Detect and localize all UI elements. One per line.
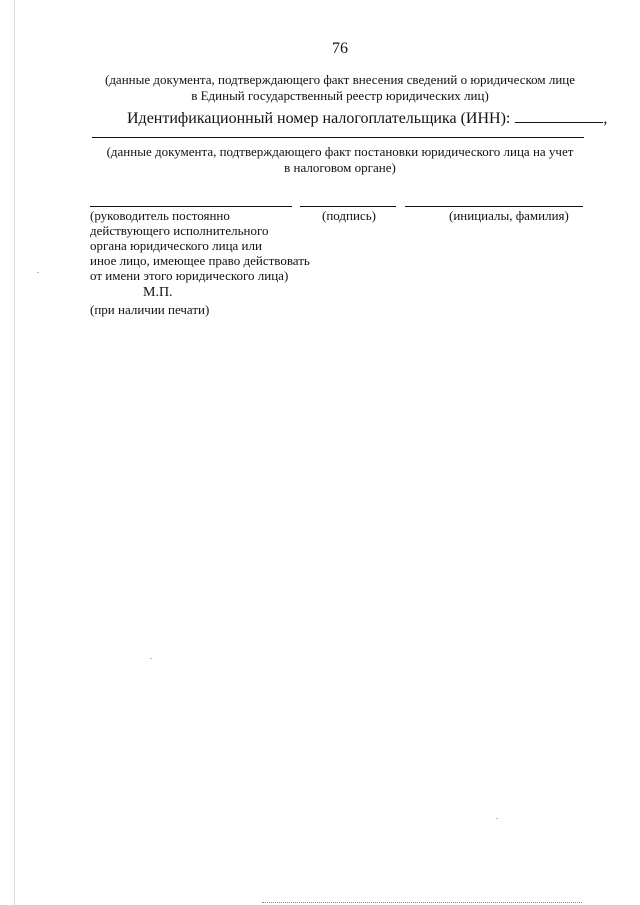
head-caption-line-2: действующего исполнительного — [90, 223, 269, 238]
scan-speck — [496, 818, 498, 819]
scan-bottom-edge — [262, 902, 582, 903]
inn-blank-line — [515, 108, 603, 123]
tax-note-line-2: в налоговом органе) — [284, 160, 396, 175]
signature-line — [300, 206, 396, 207]
egrul-note-line-1: (данные документа, подтверждающего факт внесения сведений о юридическом лице — [104, 72, 576, 87]
seal-place-label: М.П. — [143, 285, 173, 300]
seal-note: (при наличии печати) — [90, 302, 210, 317]
page-number: 76 — [332, 40, 348, 57]
egrul-note-line-2: в Единый государственный реестр юридических лиц) — [191, 88, 489, 103]
scan-left-edge — [14, 0, 15, 905]
head-caption-line-4: иное лицо, имеющее право действовать — [90, 253, 310, 268]
inn-row — [127, 108, 607, 128]
inn-label: Идентификационный номер налогоплательщика (ИНН): — [127, 110, 511, 127]
head-position-caption — [90, 208, 310, 283]
head-caption-line-3: органа юридического лица или — [90, 238, 262, 253]
inn-trailing-comma: , — [603, 110, 608, 127]
head-position-line — [90, 206, 292, 207]
initials-line — [405, 206, 583, 207]
initials-caption: (инициалы, фамилия) — [449, 208, 569, 223]
egrul-note — [90, 72, 590, 104]
registration-data-line — [92, 137, 584, 138]
head-caption-line-1: (руководитель постоянно — [90, 208, 230, 223]
tax-registration-note — [90, 144, 590, 176]
scan-speck — [150, 658, 152, 659]
signature-caption: (подпись) — [322, 208, 376, 223]
tax-note-line-1: (данные документа, подтверждающего факт постановки юридического лица на учет — [106, 144, 574, 159]
head-caption-line-5: от имени этого юридического лица) — [90, 268, 289, 283]
scan-speck — [37, 272, 39, 273]
